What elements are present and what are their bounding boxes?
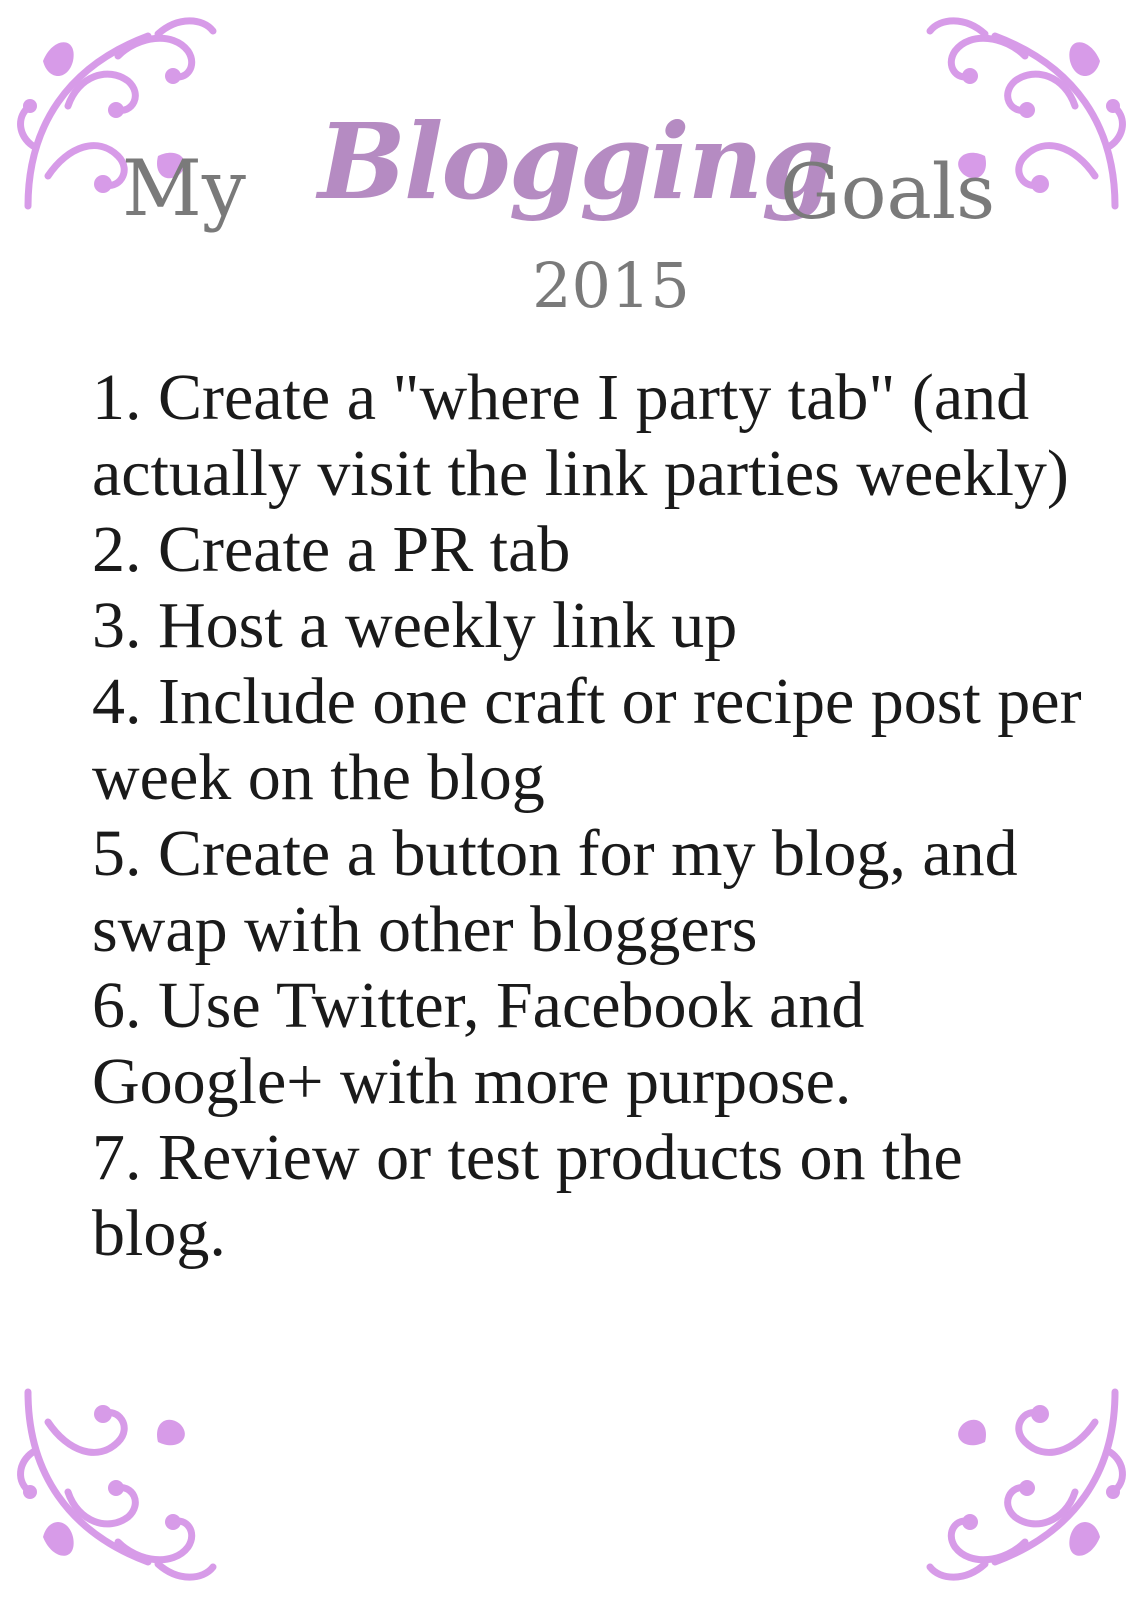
goal-item-7: 7. Review or test products on the blog. [92,1121,963,1270]
corner-flourish-bottom-left-icon [8,1372,228,1592]
goals-list [92,360,1082,1272]
corner-flourish-bottom-right-icon [915,1372,1135,1592]
goal-item-2: 2. Create a PR tab [92,513,571,586]
title-my: My [122,144,246,234]
goal-item-3: 3. Host a weekly link up [92,589,738,662]
page-title [0,100,1143,250]
title-blogging: Blogging [318,100,833,223]
flourish-ornament-icon [8,1372,228,1592]
goal-item-1: 1. Create a "where I party tab" (and actually visit the link parties weekly) [92,361,1069,510]
flourish-ornament-icon [915,1372,1135,1592]
title-goals: Goals [780,147,996,236]
goal-item-5: 5. Create a button for my blog, and swap with other bloggers [92,817,1018,966]
goal-item-6: 6. Use Twitter, Facebook and Google+ with more purpose. [92,969,865,1118]
title-year: 2015 [532,249,690,322]
goal-item-4: 4. Include one craft or recipe post per week on the blog [92,665,1082,814]
